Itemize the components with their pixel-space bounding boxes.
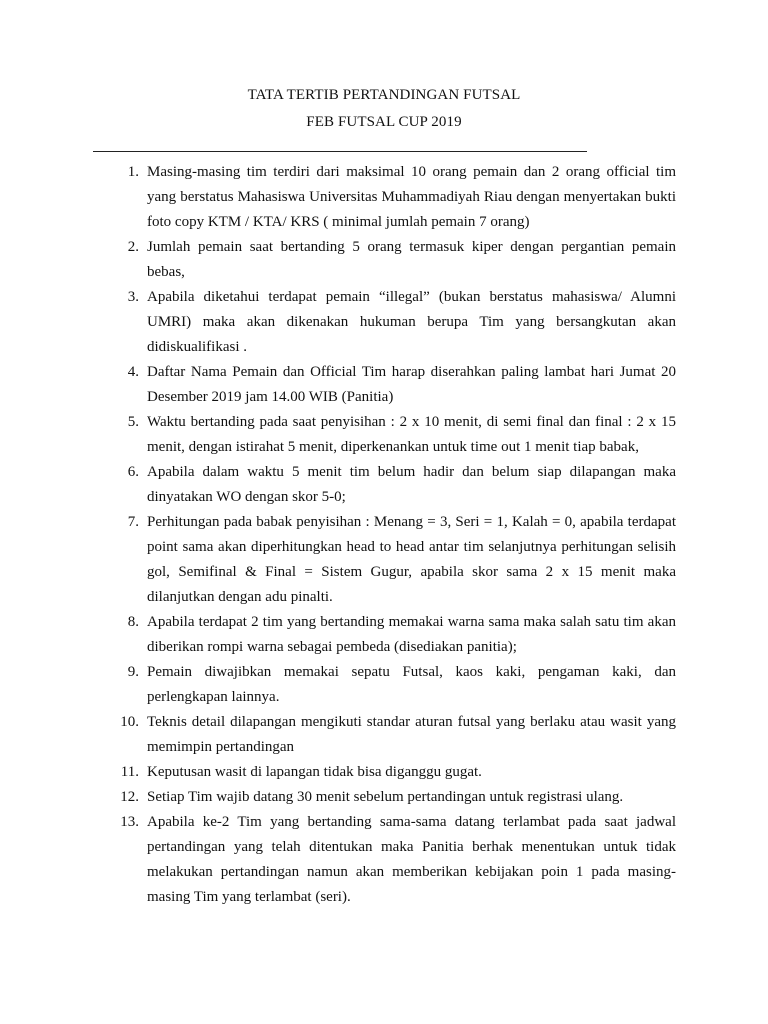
rule-item [110, 785, 676, 810]
rule-number: 4. [127, 364, 139, 380]
rule-text: Apabila terdapat 2 tim yang bertanding memakai warna sama maka salah satu tim akan diberikan rompi warna sebagai pembeda (disediakan panitia); [147, 614, 676, 655]
rule-number: 8. [127, 614, 139, 630]
rule-item [110, 760, 676, 785]
rule-text: Apabila dalam waktu 5 menit tim belum hadir dan belum siap dilapangan maka dinyatakan WO dengan skor 5-0; [147, 464, 676, 505]
rule-number: 10. [120, 714, 139, 730]
rule-number: 11. [120, 764, 139, 780]
rule-text: Setiap Tim wajib datang 30 menit sebelum pertandingan untuk registrasi ulang. [147, 789, 624, 805]
rule-text: Keputusan wasit di lapangan tidak bisa diganggu gugat. [147, 764, 482, 780]
rule-text: Masing-masing tim terdiri dari maksimal 10 orang pemain dan 2 orang official tim yang berstatus Mahasiswa Universitas Muhammadiyah Riau dengan menyertakan bukti foto copy KTM / KTA/ KRS ( minimal jumlah pemain 7 orang) [147, 164, 676, 230]
rule-item [110, 285, 676, 360]
rule-number: 6. [127, 464, 139, 480]
rule-text: Pemain diwajibkan memakai sepatu Futsal, kaos kaki, pengaman kaki, dan perlengkapan lainnya. [147, 664, 676, 705]
rule-number: 9. [127, 664, 139, 680]
rule-item [110, 810, 676, 910]
rule-item [110, 660, 676, 710]
rule-text: Apabila ke-2 Tim yang bertanding sama-sama datang terlambat pada saat jadwal pertandingan yang telah ditentukan maka Panitia berhak menentukan untuk tidak melakukan pertandingan namun akan memberikan kebijakan poin 1 pada masing-masing Tim yang terlambat (seri). [147, 814, 676, 905]
rule-text: Teknis detail dilapangan mengikuti standar aturan futsal yang berlaku atau wasit yang memimpin pertandingan [147, 714, 676, 755]
rule-item [110, 235, 676, 285]
document-title: TATA TERTIB PERTANDINGAN FUTSAL [247, 87, 521, 103]
title-underline [93, 151, 587, 152]
rule-text: Perhitungan pada babak penyisihan : Menang = 3, Seri = 1, Kalah = 0, apabila terdapat point sama akan diperhitungkan head to head antar tim selanjutnya perhitungan selisih gol, Semifinal & Final = Sistem Gugur, apabila skor sama 2 x 15 menit maka dilanjutkan dengan adu pinalti. [147, 514, 676, 605]
rule-text: Apabila diketahui terdapat pemain “illegal” (bukan berstatus mahasiswa/ Alumni UMRI) maka akan dikenakan hukuman berupa Tim yang bersangkutan akan didiskualifikasi . [147, 289, 676, 355]
rule-item [110, 160, 676, 235]
rule-text: Waktu bertanding pada saat penyisihan : 2 x 10 menit, di semi final dan final : 2 x 15 menit, dengan istirahat 5 menit, diperkenankan untuk time out 1 menit tiap babak, [147, 414, 676, 455]
rule-number: 3. [127, 289, 139, 305]
rules-list [110, 160, 676, 910]
document-subtitle: FEB FUTSAL CUP 2019 [306, 114, 462, 130]
rule-number: 1. [127, 164, 139, 180]
rule-item [110, 610, 676, 660]
rule-number: 2. [127, 239, 139, 255]
rule-number: 7. [127, 514, 139, 530]
rule-text: Daftar Nama Pemain dan Official Tim harap diserahkan paling lambat hari Jumat 20 Desember 2019 jam 14.00 WIB (Panitia) [147, 364, 676, 405]
rule-item [110, 460, 676, 510]
rule-item [110, 360, 676, 410]
rule-item [110, 510, 676, 610]
rule-number: 5. [127, 414, 139, 430]
rule-text: Jumlah pemain saat bertanding 5 orang termasuk kiper dengan pergantian pemain bebas, [147, 239, 676, 280]
rule-number: 13. [120, 814, 139, 830]
rule-number: 12. [120, 789, 139, 805]
rule-item [110, 410, 676, 460]
rule-item [110, 710, 676, 760]
